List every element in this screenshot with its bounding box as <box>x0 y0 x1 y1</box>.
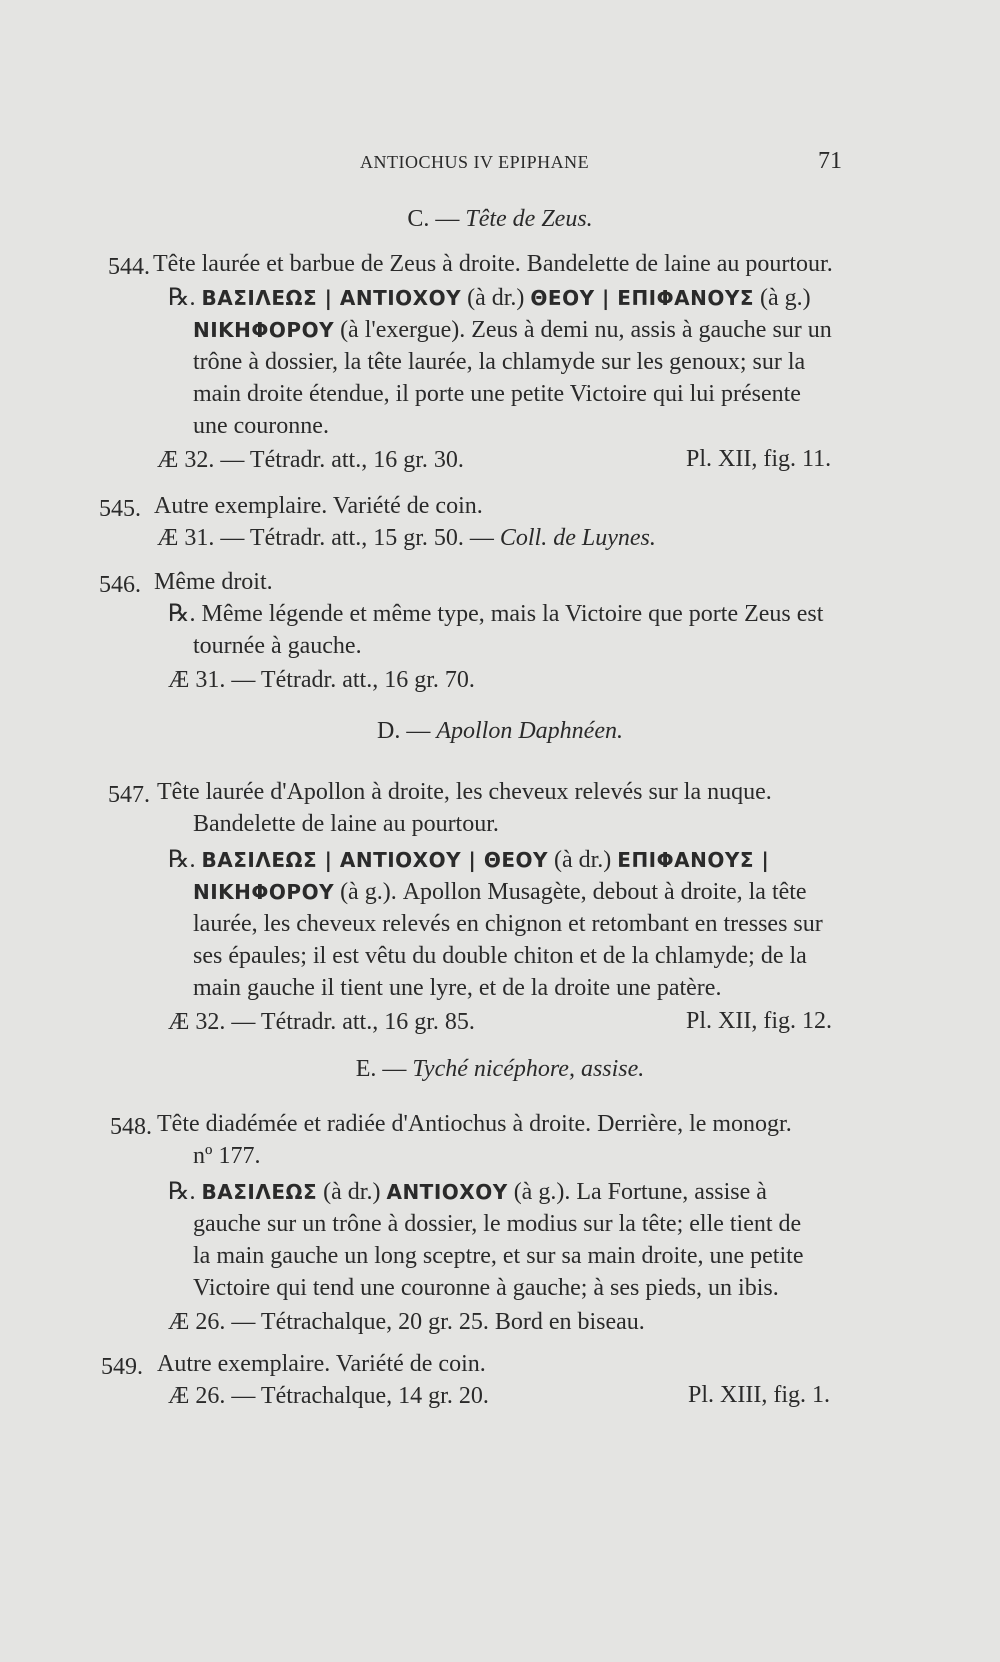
section-letter: C. — <box>407 206 460 232</box>
reverse-legend-line <box>168 284 811 312</box>
greek-legend: ΒΑΣΙΛΕΩΣ <box>201 1180 318 1204</box>
entry-text: (à g.). Apollon Musagète, debout à droite, la tête <box>340 879 807 905</box>
entry-text: Tête laurée d'Apollon à droite, les cheveux relevés sur la nuque. <box>157 779 772 805</box>
reverse-symbol: ℞. <box>168 847 196 873</box>
entry-text: Autre exemplaire. Variété de coin. <box>157 1351 486 1377</box>
entry-number: 547. <box>108 782 150 808</box>
plate-reference: Pl. XIII, fig. 1. <box>688 1382 830 1408</box>
collection-reference: Coll. de Luynes. <box>499 525 656 551</box>
entry-text: (à g.). La Fortune, assise à <box>513 1179 767 1205</box>
entry-text: Tête laurée et barbue de Zeus à droite. Bandelette de laine au pourtour. <box>153 251 833 277</box>
section-heading-e <box>0 1056 1000 1083</box>
entry-text: laurée, les cheveux relevés en chignon et retombant en tresses sur <box>193 911 823 937</box>
section-heading-d <box>0 718 1000 745</box>
greek-legend: ΝΙΚΗΦΟΡΟΥ <box>193 880 335 904</box>
entry-number: 545. <box>99 496 141 522</box>
reverse-symbol: ℞. <box>168 1179 196 1205</box>
entry-text: tournée à gauche. <box>193 633 362 659</box>
entry-text: ses épaules; il est vêtu du double chiton et de la chlamyde; de la <box>193 943 807 969</box>
entry-text: main droite étendue, il porte une petite Victoire qui lui présente <box>193 381 801 407</box>
legend-position: (à dr.) <box>553 847 612 873</box>
entry-text: main gauche il tient une lyre, et de la droite une patère. <box>193 975 722 1001</box>
greek-legend: ΘΕΟΥ | ΕΠΙΦΑΝΟΥΣ <box>530 286 754 310</box>
plate-reference: Pl. XII, fig. 11. <box>686 446 832 472</box>
section-letter: E. — <box>355 1056 407 1082</box>
section-title: Tyché nicéphore, assise. <box>412 1056 645 1082</box>
greek-legend: ΝΙΚΗΦΟΡΟΥ <box>193 318 335 342</box>
entry-text: trône à dossier, la tête laurée, la chlamyde sur les genoux; sur la <box>193 349 806 375</box>
section-heading-c <box>0 206 1000 233</box>
entry-text: Tête diadémée et radiée d'Antiochus à droite. Derrière, le monogr. <box>157 1111 792 1137</box>
plate-reference: Pl. XII, fig. 12. <box>686 1008 832 1034</box>
coin-metadata: Æ 31. — Tétradr. att., 16 gr. 70. <box>168 667 475 693</box>
entry-number: 548. <box>110 1114 152 1140</box>
reverse-symbol: ℞. <box>168 285 196 311</box>
entry-text-line <box>193 878 807 906</box>
greek-legend: ΒΑΣΙΛΕΩΣ | ΑΝΤΙΟΧΟΥ | ΘΕΟΥ <box>201 848 548 872</box>
entry-text: Autre exemplaire. Variété de coin. <box>154 493 483 519</box>
entry-text-line <box>193 316 832 344</box>
coin-metadata: Æ 26. — Tétrachalque, 14 gr. 20. <box>168 1383 489 1409</box>
greek-legend: ΕΠΙΦΑΝΟΥΣ | <box>617 848 770 872</box>
page-number: 71 <box>818 148 842 174</box>
entry-text: Bandelette de laine au pourtour. <box>193 811 499 837</box>
entry-text: Victoire qui tend une couronne à gauche; à ses pieds, un ibis. <box>193 1275 779 1301</box>
entry-number: 549. <box>101 1354 143 1380</box>
running-header: ANTIOCHUS IV EPIPHANE <box>360 152 590 172</box>
section-title: Apollon Daphnéen. <box>436 718 623 744</box>
coin-metadata: Æ 26. — Tétrachalque, 20 gr. 25. Bord en biseau. <box>168 1309 645 1335</box>
entry-text: une couronne. <box>193 413 329 439</box>
entry-text: (à l'exergue). Zeus à demi nu, assis à gauche sur un <box>340 317 832 343</box>
coin-metadata-line <box>157 524 656 552</box>
greek-legend: ΒΑΣΙΛΕΩΣ | ΑΝΤΙΟΧΟΥ <box>201 286 462 310</box>
entry-text: la main gauche un long sceptre, et sur sa main droite, une petite <box>193 1243 804 1269</box>
legend-position: (à g.) <box>760 285 811 311</box>
coin-metadata: Æ 32. — Tétradr. att., 16 gr. 30. <box>157 447 464 473</box>
entry-text: gauche sur un trône à dossier, le modius sur la tête; elle tient de <box>193 1211 802 1237</box>
legend-position: (à dr.) <box>323 1179 381 1205</box>
reverse-legend-line <box>168 1178 767 1206</box>
entry-text: nº 177. <box>193 1143 261 1169</box>
entry-text: ℞. Même légende et même type, mais la Victoire que porte Zeus est <box>168 601 824 627</box>
greek-legend: ΑΝΤΙΟΧΟΥ <box>386 1180 508 1204</box>
entry-number: 544. <box>108 254 150 280</box>
entry-text: Même droit. <box>154 569 273 595</box>
section-title: Tête de Zeus. <box>465 206 593 232</box>
section-letter: D. — <box>377 718 431 744</box>
legend-position: (à dr.) <box>467 285 525 311</box>
entry-number: 546. <box>99 572 141 598</box>
coin-metadata: Æ 31. — Tétradr. att., 15 gr. 50. — <box>157 525 494 551</box>
coin-metadata: Æ 32. — Tétradr. att., 16 gr. 85. <box>168 1009 475 1035</box>
reverse-legend-line <box>168 846 769 874</box>
